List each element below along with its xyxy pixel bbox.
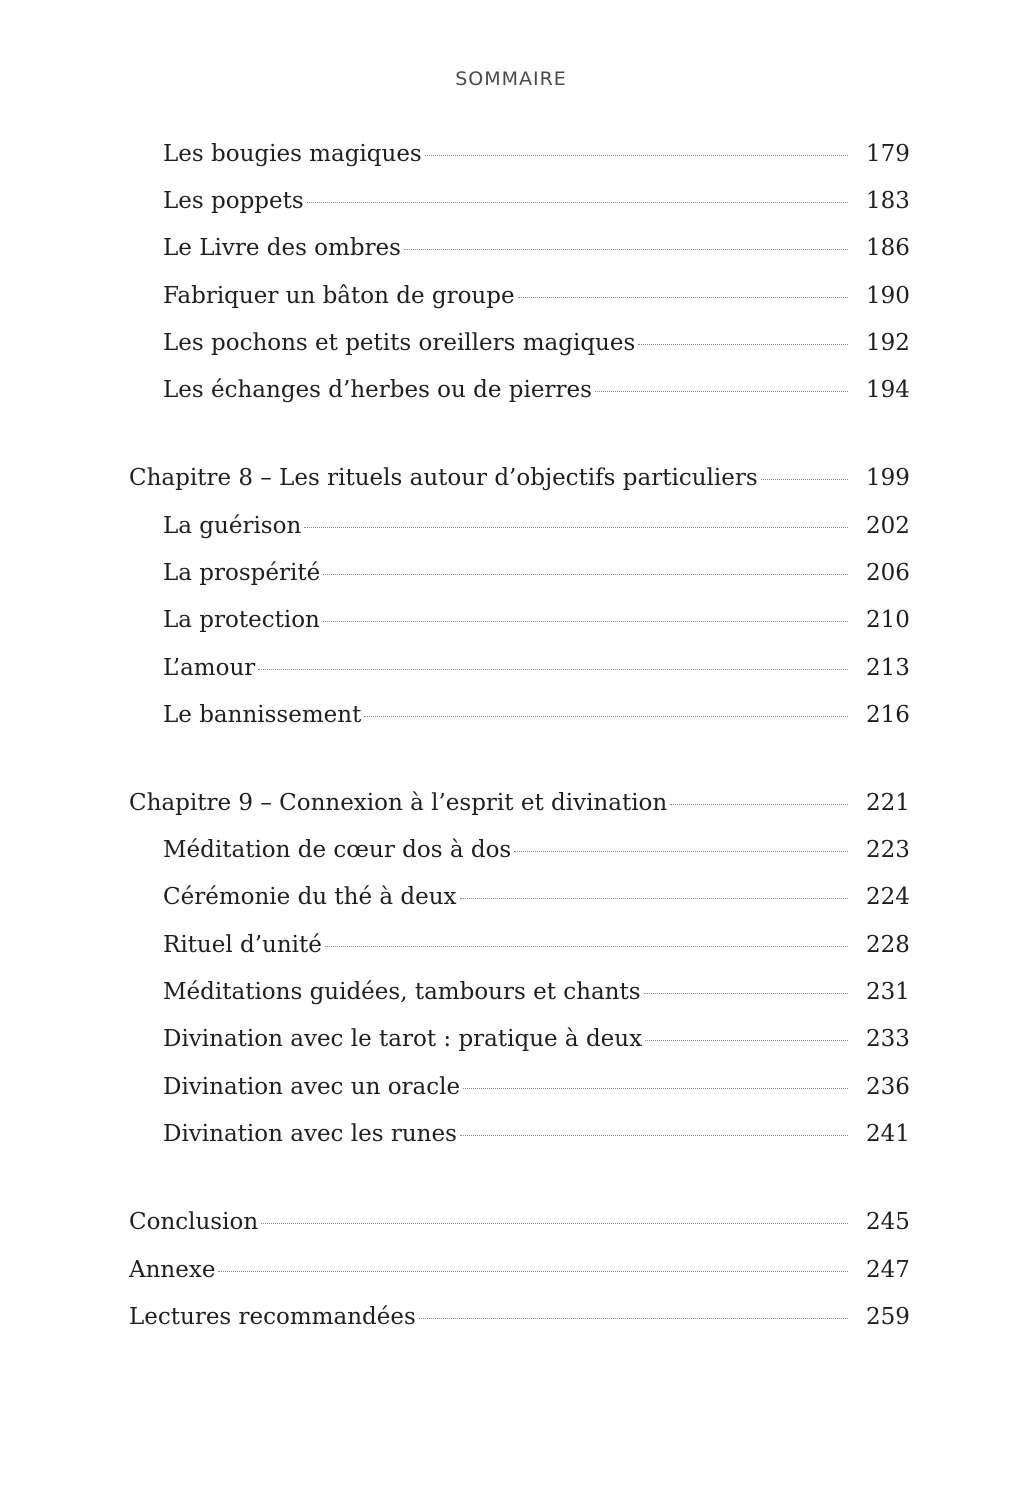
dot-leader [419,1318,848,1319]
dot-leader [644,993,848,994]
toc-chapter-label: Chapitre 8 – Les rituels autour d’objectifs particuliers [129,465,758,491]
toc-entry[interactable] [163,1071,910,1103]
toc-chapter-entry[interactable] [129,1206,910,1238]
toc-page-number: 179 [866,141,910,167]
toc-entry-label: Le bannissement [163,702,362,728]
toc-entry[interactable] [163,510,910,542]
dot-leader [304,527,848,528]
toc-page-number: 202 [866,513,910,539]
toc-chapter-entry[interactable] [129,787,910,819]
dot-leader [518,297,848,298]
toc-chapter-label: Conclusion [129,1209,259,1235]
toc-entry[interactable] [163,976,910,1008]
toc-entry-label: Divination avec les runes [163,1121,457,1147]
toc-entry[interactable] [163,185,910,217]
toc-page-number: 216 [866,702,910,728]
toc-entry[interactable] [163,232,910,264]
dot-leader [325,946,848,947]
toc-entry-label: La protection [163,607,320,633]
toc-entry[interactable] [163,280,910,312]
dot-leader [258,669,848,670]
toc-page-number: 245 [866,1209,910,1235]
toc-entry[interactable] [163,834,910,866]
toc-page-number: 192 [866,330,910,356]
dot-leader [261,1223,848,1224]
dot-leader [645,1040,848,1041]
toc-entry-label: Le Livre des ombres [163,235,401,261]
toc-page-number: 231 [866,979,910,1005]
toc-chapter-label: Lectures recommandées [129,1304,416,1330]
toc-entry[interactable] [163,1023,910,1055]
toc-page-number: 190 [866,283,910,309]
toc-entry[interactable] [163,374,910,406]
toc-entry[interactable] [163,604,910,636]
dot-leader [595,391,848,392]
toc-entry-label: Rituel d’unité [163,932,322,958]
toc-entry-label: Divination avec le tarot : pratique à deux [163,1026,643,1052]
dot-leader [218,1271,848,1272]
toc-entry-label: Cérémonie du thé à deux [163,884,457,910]
dot-leader [514,851,848,852]
toc-entry[interactable] [163,929,910,961]
dot-leader [323,621,848,622]
toc-entry-label: Divination avec un oracle [163,1074,461,1100]
toc-page-number: 247 [866,1257,910,1283]
toc-chapter-entry[interactable] [129,1301,910,1333]
dot-leader [323,574,848,575]
toc-entry-label: Méditations guidées, tambours et chants [163,979,641,1005]
toc-page-number: 236 [866,1074,910,1100]
toc-page-number: 223 [866,837,910,863]
toc-entry-label: Les échanges d’herbes ou de pierres [163,377,592,403]
toc-entry-label: Les bougies magiques [163,141,422,167]
toc-chapter-entry[interactable] [129,1254,910,1286]
toc-page-number: 228 [866,932,910,958]
toc-page-number: 213 [866,655,910,681]
dot-leader [307,202,848,203]
toc-page-number: 241 [866,1121,910,1147]
toc-entry-label: Les pochons et petits oreillers magiques [163,330,636,356]
toc-entry[interactable] [163,557,910,589]
toc-entry-label: Méditation de cœur dos à dos [163,837,512,863]
dot-leader [463,1088,848,1089]
toc-page-number: 186 [866,235,910,261]
toc-entry[interactable] [163,327,910,359]
toc-page-number: 199 [866,465,910,491]
toc-entry[interactable] [163,881,910,913]
toc-entry[interactable] [163,699,910,731]
toc-entry[interactable] [163,652,910,684]
toc-page-number: 183 [866,188,910,214]
toc-entry-label: La prospérité [163,560,321,586]
toc-entry-label: Fabriquer un bâton de groupe [163,283,515,309]
dot-leader [364,716,848,717]
dot-leader [460,898,848,899]
dot-leader [404,249,848,250]
running-title: SOMMAIRE [455,68,567,90]
toc-page-number: 233 [866,1026,910,1052]
dot-leader [761,479,848,480]
toc-page-number: 206 [866,560,910,586]
toc-entry-label: Les poppets [163,188,304,214]
toc-page-number: 194 [866,377,910,403]
dot-leader [670,804,848,805]
toc-page-number: 259 [866,1304,910,1330]
toc-page-number: 221 [866,790,910,816]
toc-entry-label: L’amour [163,655,256,681]
toc-chapter-entry[interactable] [129,462,910,494]
toc-entry[interactable] [163,1118,910,1150]
toc-entry[interactable] [163,138,910,170]
dot-leader [460,1135,848,1136]
dot-leader [425,155,848,156]
toc-entry-label: La guérison [163,513,302,539]
toc-chapter-label: Chapitre 9 – Connexion à l’esprit et divination [129,790,668,816]
toc-page-number: 224 [866,884,910,910]
dot-leader [638,344,848,345]
toc-chapter-label: Annexe [129,1257,216,1283]
toc-page-number: 210 [866,607,910,633]
